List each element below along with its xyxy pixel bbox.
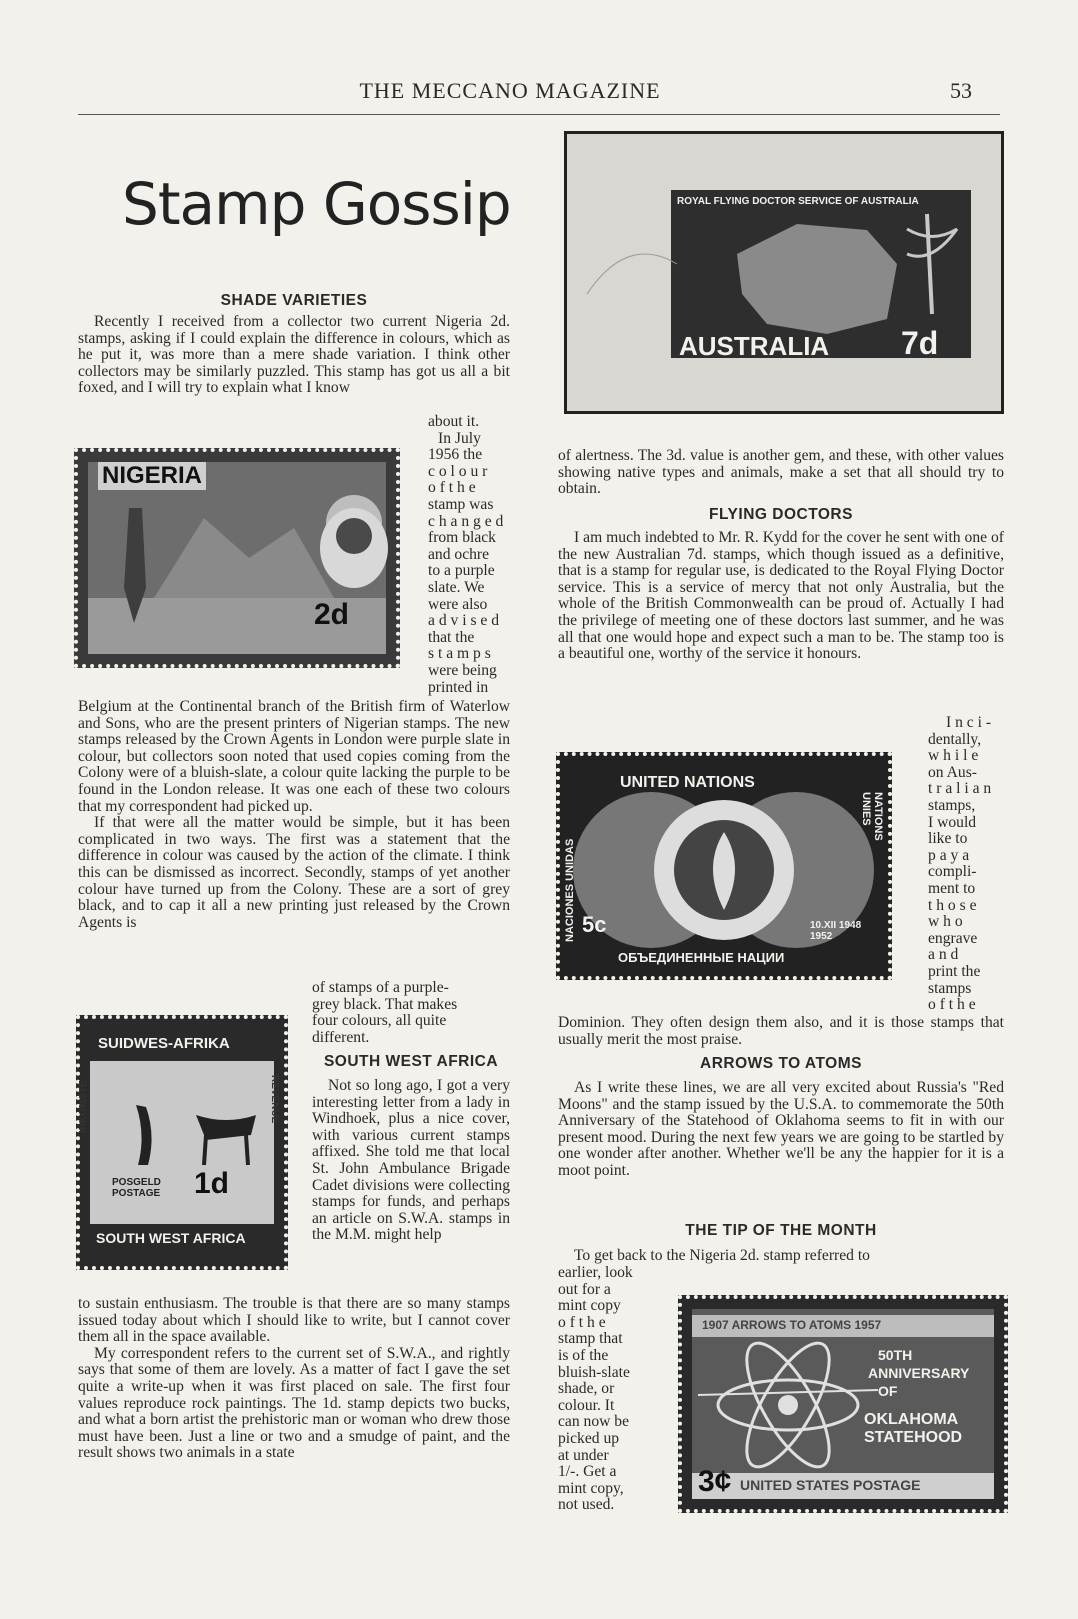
un-stamp-bottom: ОБЪЕДИНЕННЫЕ НАЦИИ — [618, 950, 785, 965]
swa-stamp-image — [76, 1015, 288, 1270]
wrap-line: to a purple — [428, 562, 495, 580]
wrap-line: that the — [428, 628, 475, 646]
un-stamp-right: NATIONS UNIES — [860, 792, 884, 841]
us-stamp-bottom: UNITED STATES POSTAGE — [740, 1477, 921, 1493]
nigeria-stamp-image — [74, 448, 400, 668]
heading-arrows-to-atoms: ARROWS TO ATOMS — [700, 1055, 862, 1072]
paragraph-tip-1: To get back to the Nigeria 2d. stamp referred to — [574, 1247, 870, 1264]
header-rule — [78, 114, 1000, 115]
australia-cover-image — [564, 131, 1004, 414]
un-stamp-left: NACIONES UNIDAS — [564, 838, 576, 942]
swa-stamp-bottom: SOUTH WEST AFRICA — [96, 1230, 246, 1246]
wrap-line: s t a m p s — [428, 645, 491, 663]
paragraph-flying-1: I am much indebted to Mr. R. Kydd for the cover he sent with one of the new Australian 7d. stamps, which though issued as a definitive, that is a stamp for regular use, is dedicated to the Royal Flying Doctor service. This is a service of mercy that not only Australia, but the whole of the British Commonwealth can be proud of. Actually I had the privilege of meeting one of these doctors last summer, and he was all that one would hope and expect such a man to be. The stamp too is a beautiful one, worthy of the service it honours. — [558, 529, 1004, 663]
us-stamp-value: 3¢ — [698, 1465, 732, 1498]
wrap-text-tip: earlier, look out for a mint copy o f t h e stamp that is of the bluish-slate shade, or colour. It can now be picked up at under 1/-. Get a mint copy, not used. — [558, 1264, 633, 1514]
wrap-text-shade-end: of stamps of a purple- grey black. That makes four colours, all quite different. — [312, 979, 458, 1046]
wrap-line: In July — [438, 429, 481, 447]
nigeria-stamp-name: NIGERIA — [98, 462, 206, 490]
swa-stamp-top: SUIDWES-AFRIKA — [98, 1035, 230, 1052]
australia-stamp-name: AUSTRALIA — [679, 331, 830, 361]
swa-stamp-value: 1d — [194, 1167, 230, 1200]
wrap-line: 1956 the — [428, 446, 483, 464]
paragraph-shade-1: Recently I received from a collector two current Nigeria 2d. stamps, asking if I could explain the difference in colours, which as he put it, was more than a mere shade variation. I think other collectors may be similarly puzzled. This stamp has got us all a bit foxed, and I will try to explain what I know — [78, 313, 510, 397]
un-stamp-top: UNITED NATIONS — [620, 774, 755, 791]
wrap-line: a d v i s e d — [428, 612, 500, 630]
wrap-line: o f t h e — [428, 479, 476, 497]
nigeria-stamp-value: 2d — [314, 598, 350, 631]
us-stamp-image — [678, 1295, 1008, 1513]
article-title: Stamp Gossip — [122, 170, 511, 238]
heading-flying-doctors: FLYING DOCTORS — [709, 506, 853, 523]
wrap-line: were also — [428, 595, 488, 613]
wrap-line: c o l o u r — [428, 462, 488, 480]
australia-stamp-value: 7d — [901, 325, 939, 361]
wrap-line: from black — [428, 529, 496, 547]
wrap-text-shade: about it. In July 1956 the c o l o u r o f t h e stamp was c h a n g e d from black and ochre to a purple slate. We were also a d v i s e d that the s t a m p s were being printed in — [428, 414, 510, 696]
australia-stamp-art — [567, 134, 1001, 411]
wrap-line: stamp was — [428, 495, 494, 513]
paragraph-shade-2: Belgium at the Continental branch of the British firm of Waterlow and Sons, who are the present printers of Nigerian stamps. The new stamps released by the Crown Agents in London were purple slate in colour, but collectors soon noted that used copies coming from the Colony were of a bluish-slate, a colour quite lacking the purple to be found in the London release. It was one each of these two colours that my correspondent had picked up. If that were all the matter would be simple, but it has been complicated in two ways. The first was a statement that the difference in colour was caused by the action of the climate. I think this can be dismissed as incorrect. Secondly, stamps of yet another colour have turned up from the Colony. These are a sort of grey black, and to cap it all a new printing just released by the Crown Agents is — [78, 698, 510, 931]
us-stamp-l2: ANNIVERSARY — [868, 1365, 970, 1381]
un-stamp-value: 5c — [582, 912, 607, 937]
wrap-line: were being — [428, 661, 497, 679]
running-header: THE MECCANO MAGAZINE — [359, 78, 661, 103]
us-stamp-l3: OF — [878, 1383, 898, 1399]
paragraph-arrows: As I write these lines, we are all very excited about Russia's "Red Moons" and the stamp issued by the U.S.A. to commemorate the 50th Anniversary of the Statehood of Oklahoma seems to fit in with our present mood. During the next few years we are going to be startled by one wonder after another. Whether we'll be any the happier for it is a moot point. — [558, 1079, 1004, 1179]
heading-shade-varieties: SHADE VARIETIES — [220, 292, 368, 309]
paragraph-swa-1: Not so long ago, I got a very interesting letter from a lady in Windhoek, plus a nice cover, with various current stamps affixed. She told me that local St. John Ambulance Brigade Cadet divisions were collecting stamps for funds, and perhaps an article on S.W.A. stamps in the M.M. might help — [312, 1077, 510, 1244]
wrap-line: slate. We — [428, 578, 485, 596]
un-stamp-date: 10.XII 1948 1952 — [810, 920, 862, 942]
paragraph-right-1: of alertness. The 3d. value is another gem, and these, with other values showing native types and animals, make a set that all should try to obtain. — [558, 447, 1004, 498]
page-number: 53 — [950, 78, 972, 103]
heading-south-west-africa: SOUTH WEST AFRICA — [323, 1053, 499, 1070]
australia-stamp-banner: ROYAL FLYING DOCTOR SERVICE OF AUSTRALIA — [677, 196, 919, 207]
us-stamp-l4: OKLAHOMA — [864, 1411, 959, 1428]
wrap-line: and ochre — [428, 545, 490, 563]
swa-stamp-postage: POSGELD POSTAGE — [112, 1177, 161, 1199]
swa-stamp-inkomste: INKOMSTE — [78, 1080, 89, 1133]
un-stamp-image — [556, 752, 892, 980]
paragraph-swa-2: to sustain enthusiasm. The trouble is that there are so many stamps issued today about which I should like to write, but I cannot cover them all in the space available. My correspondent refers to the current set of S.W.A., and rightly says that some of them are lovely. As a matter of fact I gave the set quite a write-up when it was first placed on sale. The first four values reproduce rock paintings. The 1d. stamp depicts two bucks, and what a born artist the prehistoric man or woman who drew those must have been. Just a line or two and a smudge of paint, and the result shows two animals in a state — [78, 1295, 510, 1462]
swa-stamp-revenue: REVENUE — [269, 1075, 280, 1124]
heading-tip-of-the-month: THE TIP OF THE MONTH — [685, 1222, 877, 1239]
us-stamp-l1: 50TH — [878, 1347, 913, 1363]
us-stamp-top: 1907 ARROWS TO ATOMS 1957 — [702, 1318, 882, 1332]
wrap-text-flying: I n c i - dentally, w h i l e on Aus- t r a l i a n stamps, I would like to p a y a compli- ment to t h o s e w h o engrave a n d print the stamps o f t h e — [928, 714, 992, 1014]
us-stamp-l5: STATEHOOD — [864, 1429, 963, 1446]
wrap-line: c h a n g e d — [428, 512, 504, 530]
paragraph-flying-2: Dominion. They often design them also, and it is those stamps that usually merit the most praise. — [558, 1014, 1004, 1048]
wrap-line: printed in — [428, 678, 489, 696]
